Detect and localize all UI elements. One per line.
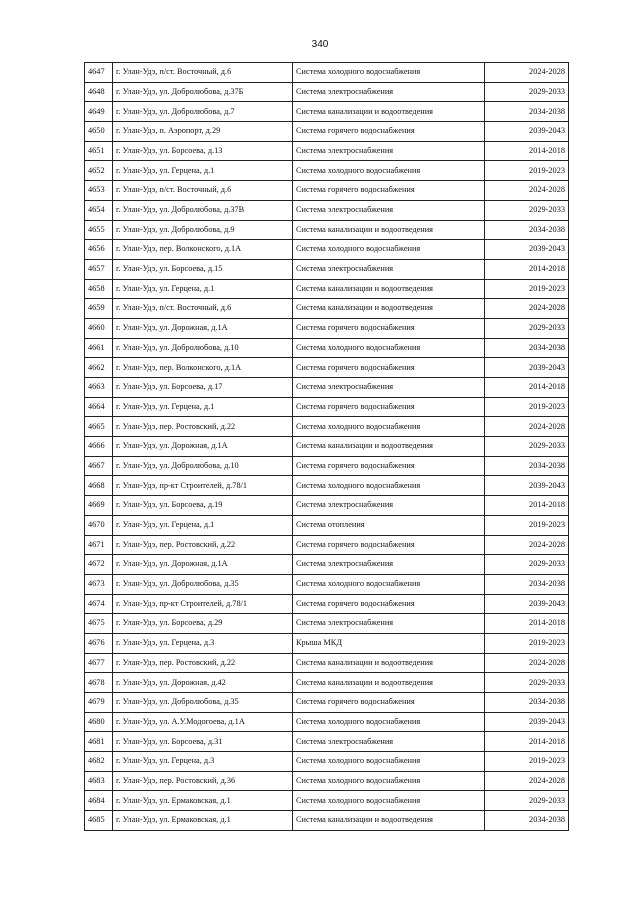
row-number: 4661: [85, 338, 113, 358]
table-row: [85, 63, 569, 83]
address-cell: г. Улан-Удэ, ул. Дорожная, д.42: [113, 673, 293, 693]
table-row: [85, 397, 569, 417]
period-cell: 2024-2028: [485, 299, 569, 319]
table-row: [85, 181, 569, 201]
row-number: 4678: [85, 673, 113, 693]
period-cell: 2034-2038: [485, 338, 569, 358]
row-number: 4669: [85, 496, 113, 516]
address-cell: г. Улан-Удэ, ул. Дорожная, д.1А: [113, 437, 293, 457]
period-cell: 2039-2043: [485, 240, 569, 260]
address-cell: г. Улан-Удэ, пер. Волконского, д.1А: [113, 358, 293, 378]
period-cell: 2034-2038: [485, 811, 569, 831]
system-cell: Система отопления: [293, 515, 485, 535]
period-cell: 2024-2028: [485, 63, 569, 83]
system-cell: Система холодного водоснабжения: [293, 417, 485, 437]
system-cell: Система горячего водоснабжения: [293, 358, 485, 378]
period-cell: 2034-2038: [485, 574, 569, 594]
system-cell: Система канализации и водоотведения: [293, 811, 485, 831]
system-cell: Система электроснабжения: [293, 200, 485, 220]
system-cell: Система электроснабжения: [293, 259, 485, 279]
system-cell: Система горячего водоснабжения: [293, 693, 485, 713]
period-cell: 2014-2018: [485, 614, 569, 634]
address-cell: г. Улан-Удэ, ул. Герцена, д.1: [113, 397, 293, 417]
system-cell: Система электроснабжения: [293, 82, 485, 102]
system-cell: Система канализации и водоотведения: [293, 437, 485, 457]
row-number: 4648: [85, 82, 113, 102]
system-cell: Система холодного водоснабжения: [293, 63, 485, 83]
period-cell: 2024-2028: [485, 417, 569, 437]
period-cell: 2029-2033: [485, 791, 569, 811]
table-row: [85, 220, 569, 240]
period-cell: 2034-2038: [485, 693, 569, 713]
period-cell: 2039-2043: [485, 594, 569, 614]
table-row: [85, 693, 569, 713]
table-row: [85, 456, 569, 476]
period-cell: 2014-2018: [485, 141, 569, 161]
address-cell: г. Улан-Удэ, ул. А.У.Модогоева, д.1А: [113, 712, 293, 732]
system-cell: Система холодного водоснабжения: [293, 476, 485, 496]
period-cell: 2029-2033: [485, 200, 569, 220]
system-cell: Крыша МКД: [293, 633, 485, 653]
table-row: [85, 673, 569, 693]
row-number: 4676: [85, 633, 113, 653]
table-row: [85, 200, 569, 220]
system-cell: Система холодного водоснабжения: [293, 771, 485, 791]
period-cell: 2034-2038: [485, 456, 569, 476]
system-cell: Система электроснабжения: [293, 141, 485, 161]
table-row: [85, 318, 569, 338]
period-cell: 2039-2043: [485, 358, 569, 378]
table-row: [85, 574, 569, 594]
row-number: 4650: [85, 122, 113, 142]
row-number: 4680: [85, 712, 113, 732]
system-cell: Система горячего водоснабжения: [293, 122, 485, 142]
table-row: [85, 82, 569, 102]
address-cell: г. Улан-Удэ, ул. Добролюбова, д.10: [113, 456, 293, 476]
address-cell: г. Улан-Удэ, ул. Герцена, д.1: [113, 279, 293, 299]
row-number: 4684: [85, 791, 113, 811]
row-number: 4672: [85, 555, 113, 575]
address-cell: г. Улан-Удэ, п/ст. Восточный, д.6: [113, 63, 293, 83]
row-number: 4670: [85, 515, 113, 535]
table-row: [85, 555, 569, 575]
row-number: 4681: [85, 732, 113, 752]
system-cell: Система холодного водоснабжения: [293, 338, 485, 358]
system-cell: Система холодного водоснабжения: [293, 574, 485, 594]
system-cell: Система холодного водоснабжения: [293, 161, 485, 181]
row-number: 4673: [85, 574, 113, 594]
table-row: [85, 358, 569, 378]
period-cell: 2014-2018: [485, 732, 569, 752]
address-cell: г. Улан-Удэ, ул. Борсоева, д.15: [113, 259, 293, 279]
address-cell: г. Улан-Удэ, ул. Добролюбова, д.35: [113, 574, 293, 594]
system-cell: Система электроснабжения: [293, 555, 485, 575]
row-number: 4662: [85, 358, 113, 378]
row-number: 4679: [85, 693, 113, 713]
system-cell: Система канализации и водоотведения: [293, 653, 485, 673]
table-row: [85, 102, 569, 122]
row-number: 4668: [85, 476, 113, 496]
row-number: 4655: [85, 220, 113, 240]
address-cell: г. Улан-Удэ, ул. Ермаковская, д.1: [113, 811, 293, 831]
row-number: 4653: [85, 181, 113, 201]
row-number: 4656: [85, 240, 113, 260]
row-number: 4677: [85, 653, 113, 673]
system-cell: Система горячего водоснабжения: [293, 181, 485, 201]
address-cell: г. Улан-Удэ, ул. Добролюбова, д.9: [113, 220, 293, 240]
period-cell: 2034-2038: [485, 220, 569, 240]
address-cell: г. Улан-Удэ, ул. Борсоева, д.29: [113, 614, 293, 634]
address-cell: г. Улан-Удэ, ул. Борсоева, д.19: [113, 496, 293, 516]
table-row: [85, 535, 569, 555]
row-number: 4660: [85, 318, 113, 338]
system-cell: Система электроснабжения: [293, 378, 485, 398]
period-cell: 2014-2018: [485, 259, 569, 279]
period-cell: 2029-2033: [485, 318, 569, 338]
period-cell: 2024-2028: [485, 771, 569, 791]
row-number: 4654: [85, 200, 113, 220]
system-cell: Система холодного водоснабжения: [293, 712, 485, 732]
period-cell: 2024-2028: [485, 181, 569, 201]
table-row: [85, 732, 569, 752]
address-cell: г. Улан-Удэ, пер. Ростовский, д.22: [113, 417, 293, 437]
table-row: [85, 771, 569, 791]
system-cell: Система холодного водоснабжения: [293, 752, 485, 772]
period-cell: 2019-2023: [485, 633, 569, 653]
period-cell: 2019-2023: [485, 279, 569, 299]
system-cell: Система канализации и водоотведения: [293, 279, 485, 299]
row-number: 4675: [85, 614, 113, 634]
system-cell: Система горячего водоснабжения: [293, 397, 485, 417]
system-cell: Система горячего водоснабжения: [293, 594, 485, 614]
period-cell: 2029-2033: [485, 555, 569, 575]
table-row: [85, 594, 569, 614]
system-cell: Система канализации и водоотведения: [293, 220, 485, 240]
period-cell: 2029-2033: [485, 437, 569, 457]
page-number: 340: [311, 39, 329, 50]
row-number: 4651: [85, 141, 113, 161]
address-cell: г. Улан-Удэ, ул. Борсоева, д.13: [113, 141, 293, 161]
row-number: 4659: [85, 299, 113, 319]
row-number: 4666: [85, 437, 113, 457]
row-number: 4649: [85, 102, 113, 122]
row-number: 4665: [85, 417, 113, 437]
period-cell: 2024-2028: [485, 535, 569, 555]
row-number: 4658: [85, 279, 113, 299]
system-cell: Система канализации и водоотведения: [293, 102, 485, 122]
system-cell: Система электроснабжения: [293, 732, 485, 752]
period-cell: 2019-2023: [485, 397, 569, 417]
system-cell: Система горячего водоснабжения: [293, 318, 485, 338]
address-cell: г. Улан-Удэ, ул. Герцена, д.3: [113, 752, 293, 772]
system-cell: Система канализации и водоотведения: [293, 673, 485, 693]
table-row: [85, 141, 569, 161]
row-number: 4685: [85, 811, 113, 831]
table-row: [85, 633, 569, 653]
table-row: [85, 811, 569, 831]
address-cell: г. Улан-Удэ, ул. Дорожная, д.1А: [113, 555, 293, 575]
address-cell: г. Улан-Удэ, пр-кт Строителей, д.78/1: [113, 476, 293, 496]
address-cell: г. Улан-Удэ, ул. Добролюбова, д.37В: [113, 200, 293, 220]
row-number: 4682: [85, 752, 113, 772]
row-number: 4683: [85, 771, 113, 791]
table-row: [85, 712, 569, 732]
system-cell: Система электроснабжения: [293, 614, 485, 634]
system-cell: Система холодного водоснабжения: [293, 240, 485, 260]
period-cell: 2019-2023: [485, 515, 569, 535]
address-cell: г. Улан-Удэ, пр-кт Строителей, д.78/1: [113, 594, 293, 614]
table-row: [85, 161, 569, 181]
system-cell: Система электроснабжения: [293, 496, 485, 516]
address-cell: г. Улан-Удэ, ул. Борсоева, д.31: [113, 732, 293, 752]
address-cell: г. Улан-Удэ, ул. Добролюбова, д.37Б: [113, 82, 293, 102]
table-row: [85, 240, 569, 260]
row-number: 4663: [85, 378, 113, 398]
table-row: [85, 752, 569, 772]
period-cell: 2039-2043: [485, 476, 569, 496]
address-cell: г. Улан-Удэ, ул. Борсоева, д.17: [113, 378, 293, 398]
period-cell: 2014-2018: [485, 378, 569, 398]
table-row: [85, 338, 569, 358]
table-row: [85, 437, 569, 457]
period-cell: 2029-2033: [485, 82, 569, 102]
period-cell: 2029-2033: [485, 673, 569, 693]
address-cell: г. Улан-Удэ, ул. Добролюбова, д.35: [113, 693, 293, 713]
table-row: [85, 653, 569, 673]
period-cell: 2019-2023: [485, 752, 569, 772]
address-cell: г. Улан-Удэ, п/ст. Восточный, д.6: [113, 299, 293, 319]
address-cell: г. Улан-Удэ, ул. Дорожная, д.1А: [113, 318, 293, 338]
table-row: [85, 515, 569, 535]
table-row: [85, 299, 569, 319]
system-cell: Система холодного водоснабжения: [293, 791, 485, 811]
address-cell: г. Улан-Удэ, пер. Волконского, д.1А: [113, 240, 293, 260]
row-number: 4652: [85, 161, 113, 181]
period-cell: 2039-2043: [485, 712, 569, 732]
table-row: [85, 496, 569, 516]
table-row: [85, 476, 569, 496]
row-number: 4674: [85, 594, 113, 614]
address-cell: г. Улан-Удэ, ул. Добролюбова, д.7: [113, 102, 293, 122]
repair-schedule-table: [84, 62, 569, 831]
address-cell: г. Улан-Удэ, ул. Герцена, д.1: [113, 515, 293, 535]
system-cell: Система канализации и водоотведения: [293, 299, 485, 319]
table-row: [85, 259, 569, 279]
system-cell: Система горячего водоснабжения: [293, 535, 485, 555]
address-cell: г. Улан-Удэ, пер. Ростовский, д.22: [113, 535, 293, 555]
row-number: 4667: [85, 456, 113, 476]
table-body: [85, 63, 569, 831]
table-row: [85, 417, 569, 437]
address-cell: г. Улан-Удэ, пер. Ростовский, д.22: [113, 653, 293, 673]
row-number: 4647: [85, 63, 113, 83]
table-row: [85, 279, 569, 299]
address-cell: г. Улан-Удэ, ул. Герцена, д.1: [113, 161, 293, 181]
address-cell: г. Улан-Удэ, п. Аэропорт, д.29: [113, 122, 293, 142]
table-row: [85, 378, 569, 398]
period-cell: 2034-2038: [485, 102, 569, 122]
table-row: [85, 122, 569, 142]
row-number: 4657: [85, 259, 113, 279]
address-cell: г. Улан-Удэ, пер. Ростовский, д.36: [113, 771, 293, 791]
address-cell: г. Улан-Удэ, п/ст. Восточный, д.6: [113, 181, 293, 201]
row-number: 4671: [85, 535, 113, 555]
address-cell: г. Улан-Удэ, ул. Добролюбова, д.10: [113, 338, 293, 358]
period-cell: 2014-2018: [485, 496, 569, 516]
address-cell: г. Улан-Удэ, ул. Герцена, д.3: [113, 633, 293, 653]
table-row: [85, 614, 569, 634]
address-cell: г. Улан-Удэ, ул. Ермаковская, д.1: [113, 791, 293, 811]
period-cell: 2039-2043: [485, 122, 569, 142]
table-row: [85, 791, 569, 811]
period-cell: 2019-2023: [485, 161, 569, 181]
period-cell: 2024-2028: [485, 653, 569, 673]
row-number: 4664: [85, 397, 113, 417]
system-cell: Система горячего водоснабжения: [293, 456, 485, 476]
